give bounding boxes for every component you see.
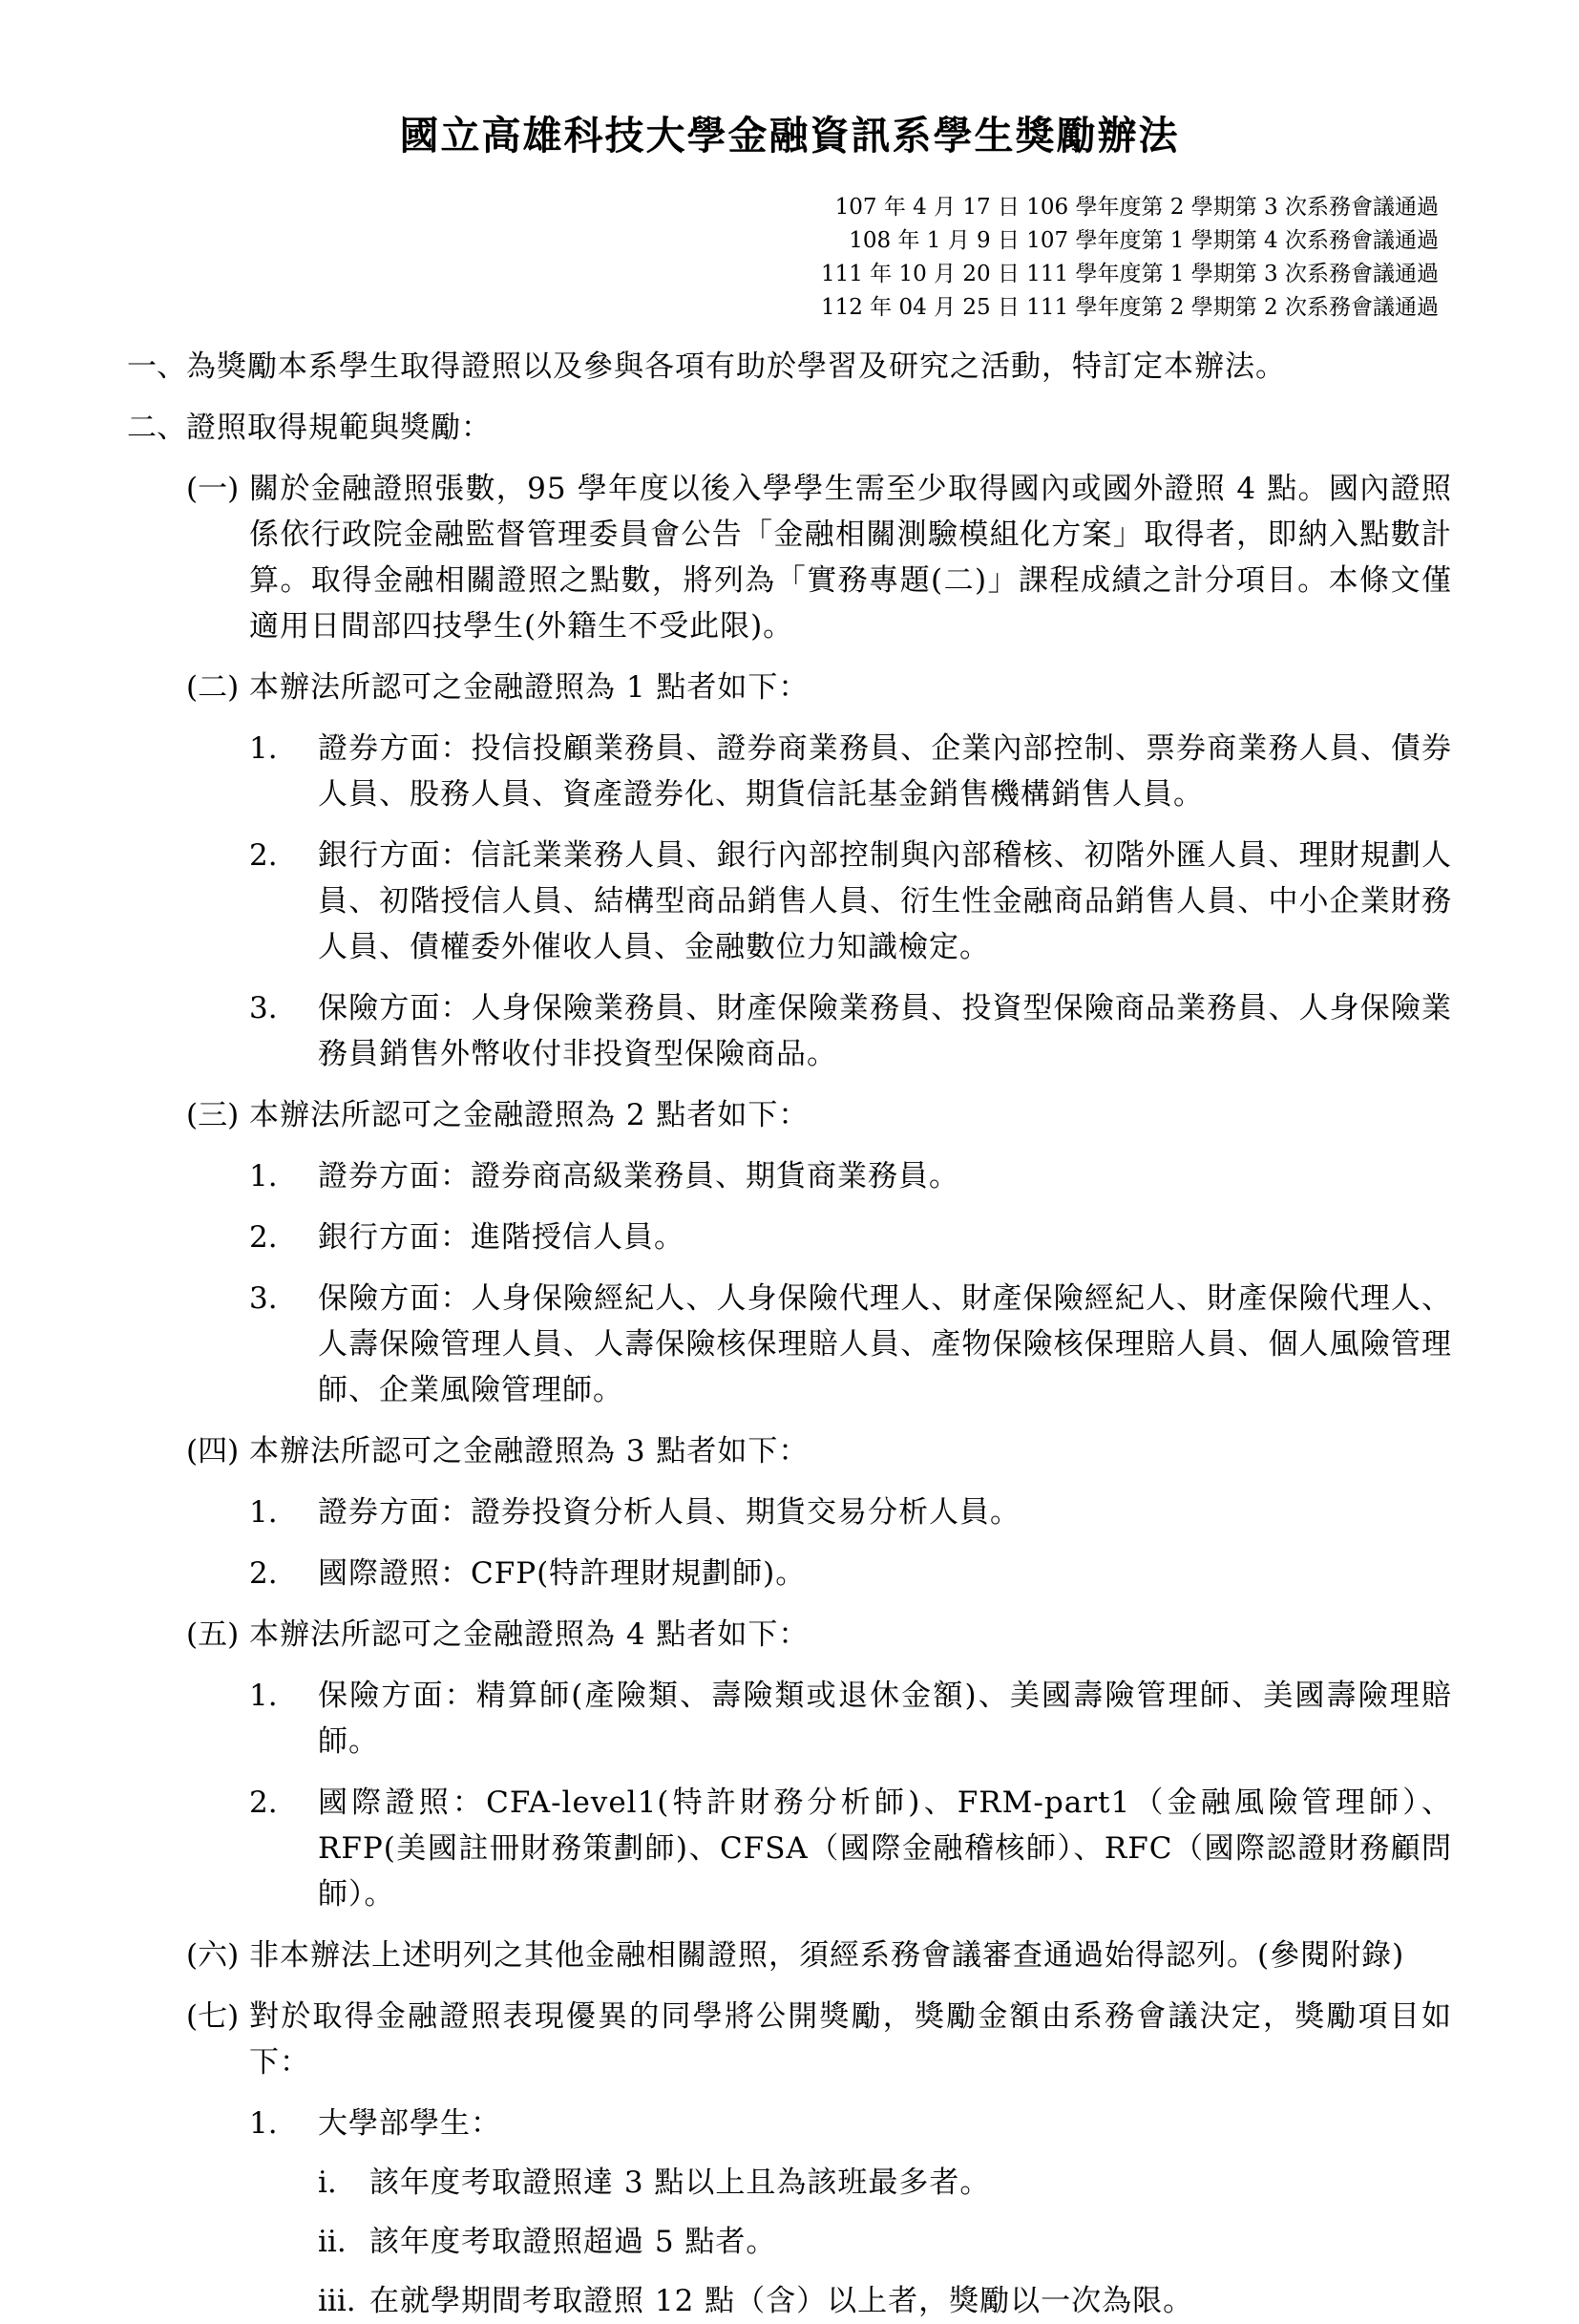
list-item [127, 1551, 1452, 1596]
item-number: 1. [249, 1495, 278, 1530]
item-number: 2. [249, 1556, 278, 1591]
clause-3 [127, 1092, 1452, 1138]
sub-list-item [127, 2219, 1452, 2265]
sub-list-item [127, 2160, 1452, 2206]
article-list [127, 344, 1452, 2324]
clause-number: (七) [186, 1999, 240, 2034]
list-item [127, 985, 1452, 1077]
article-number: 一、 [127, 349, 186, 384]
list-item [127, 833, 1452, 970]
clause-text: 本辦法所認可之金融證照為 3 點者如下： [249, 1434, 810, 1468]
clause-6 [127, 1933, 1452, 1978]
list-item [127, 726, 1452, 817]
article-2 [127, 405, 1452, 451]
article-number: 二、 [127, 411, 186, 445]
item-number: 2. [249, 838, 278, 873]
clause-5 [127, 1612, 1452, 1658]
list-item [127, 2101, 1452, 2146]
clause-number: (五) [186, 1617, 240, 1652]
article-text: 證照取得規範與獎勵： [186, 411, 492, 445]
clause-number: (四) [186, 1434, 240, 1468]
clause-text: 本辦法所認可之金融證照為 1 點者如下： [249, 670, 810, 705]
history-line: 112 年 04 月 25 日 111 學年度第 2 學期第 2 次系務會議通過 [820, 295, 1439, 320]
sub-list-item [127, 2278, 1452, 2324]
item-number: 1. [249, 1159, 278, 1194]
item-text: 保險方面：精算師(產險類、壽險類或退休金額)、美國壽險管理師、美國壽險理賠師。 [318, 1679, 1452, 1759]
clause-2 [127, 665, 1452, 710]
subitem-text: 該年度考取證照達 3 點以上且為該班最多者。 [369, 2166, 991, 2200]
item-text: 證券方面：證券商高級業務員、期貨商業務員。 [318, 1159, 959, 1194]
history-line: 107 年 4 月 17 日 106 學年度第 2 學期第 3 次系務會議通過 [834, 195, 1439, 220]
list-item [127, 1153, 1452, 1199]
clause-number: (三) [186, 1098, 240, 1132]
item-number: 1. [249, 2106, 278, 2141]
clause-number: (一) [186, 472, 240, 506]
item-number: 1. [249, 1679, 278, 1713]
clause-number: (二) [186, 670, 240, 705]
subitem-text: 該年度考取證照超過 5 點者。 [369, 2225, 777, 2259]
list-item [127, 1489, 1452, 1535]
document-title: 國立高雄科技大學金融資訊系學生獎勵辦法 [399, 113, 1180, 158]
clause-text: 非本辦法上述明列之其他金融相關證照，須經系務會議審查通過始得認列。(參閱附錄) [249, 1938, 1405, 1973]
list-item [127, 1215, 1452, 1260]
subitem-number: ii. [318, 2225, 347, 2259]
clause-4 [127, 1428, 1452, 1474]
history-line: 111 年 10 月 20 日 111 學年度第 1 學期第 3 次系務會議通過 [820, 262, 1439, 286]
item-text: 國際證照：CFP(特許理財規劃師)。 [318, 1556, 807, 1591]
item-number: 2. [249, 1785, 278, 1820]
clause-1 [127, 466, 1452, 649]
item-number: 3. [249, 991, 278, 1025]
item-text: 銀行方面：進階授信人員。 [318, 1220, 684, 1255]
amendment-history [127, 191, 1439, 325]
item-text: 大學部學生： [318, 2106, 501, 2141]
article-text: 為獎勵本系學生取得證照以及參與各項有助於學習及研究之活動，特訂定本辦法。 [186, 349, 1286, 384]
item-number: 3. [249, 1281, 278, 1316]
history-line: 108 年 1 月 9 日 107 學年度第 1 學期第 4 次系務會議通過 [849, 228, 1439, 253]
item-number: 1. [249, 731, 278, 766]
item-text: 國際證照：CFA-level1(特許財務分析師)、FRM-part1（金融風險管理師）、RFP(美國註冊財務策劃師)、CFSA（國際金融稽核師）、RFC（國際認證財務顧問師）。 [318, 1785, 1452, 1912]
clause-number: (六) [186, 1938, 240, 1973]
list-item [127, 1276, 1452, 1413]
item-text: 保險方面：人身保險業務員、財產保險業務員、投資型保險商品業務員、人身保險業務員銷售外幣收付非投資型保險商品。 [318, 991, 1452, 1071]
clause-7 [127, 1994, 1452, 2085]
item-text: 證券方面：證券投資分析人員、期貨交易分析人員。 [318, 1495, 1021, 1530]
clause-text: 本辦法所認可之金融證照為 4 點者如下： [249, 1617, 810, 1652]
list-item [127, 1780, 1452, 1917]
subitem-text: 在就學期間考取證照 12 點（含）以上者，獎勵以一次為限。 [369, 2284, 1194, 2318]
item-text: 證券方面：投信投顧業務員、證券商業務員、企業內部控制、票券商業務人員、債券人員、股務人員、資產證券化、期貨信託基金銷售機構銷售人員。 [318, 731, 1452, 812]
item-text: 銀行方面：信託業業務人員、銀行內部控制與內部稽核、初階外匯人員、理財規劃人員、初階授信人員、結構型商品銷售人員、衍生性金融商品銷售人員、中小企業財務人員、債權委外催收人員、金融數位力知識檢定。 [318, 838, 1452, 964]
item-number: 2. [249, 1220, 278, 1255]
item-text: 保險方面：人身保險經紀人、人身保險代理人、財產保險經紀人、財產保險代理人、人壽保險管理人員、人壽保險核保理賠人員、產物保險核保理賠人員、個人風險管理師、企業風險管理師。 [318, 1281, 1452, 1407]
clause-text: 本辦法所認可之金融證照為 2 點者如下： [249, 1098, 810, 1132]
subitem-number: i. [318, 2166, 337, 2200]
article-1 [127, 344, 1452, 390]
clause-text: 對於取得金融證照表現優異的同學將公開獎勵，獎勵金額由系務會議決定，獎勵項目如下： [249, 1999, 1452, 2080]
clause-text: 關於金融證照張數，95 學年度以後入學學生需至少取得國內或國外證照 4 點。國內證照係依行政院金融監督管理委員會公告「金融相關測驗模組化方案」取得者，即納入點數計算。取得金融相關證照之點數，將列為「實務專題(二)」課程成績之計分項目。本條文僅適用日間部四技學生(外籍生不受此限)。 [249, 472, 1452, 644]
subitem-number: iii. [318, 2284, 356, 2318]
list-item [127, 1673, 1452, 1764]
